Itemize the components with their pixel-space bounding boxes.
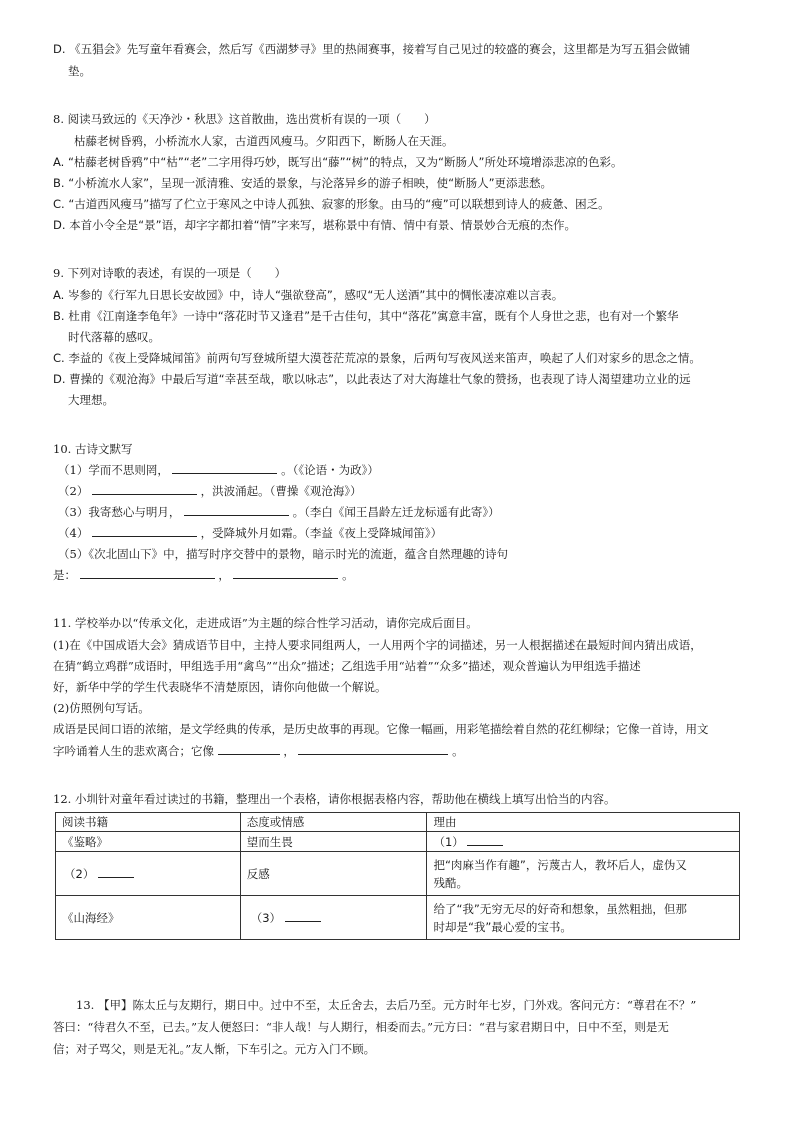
table-header-row	[56, 813, 740, 832]
q11-p1-line1: (1)在《中国成语大会》猜成语节目中，主持人要求同组两人，一人用两个字的词描述，另一人根据描述在最短时间内猜出成语，	[53, 638, 702, 652]
q9-option-d-line2: 大理想。	[68, 393, 114, 407]
table-cell-attitude: 望而生畏	[240, 832, 427, 852]
q12-stem: 12. 小圳针对童年看过读过的书籍，整理出一个表格，请你根据表格内容，帮助他在横线上填写出恰当的内容。	[53, 792, 616, 806]
q10-item2-blank[interactable]	[92, 482, 197, 495]
table-cell-reason	[427, 852, 740, 896]
table-cell-reason-line1: 把“肉麻当作有趣”，污蔑古人，教坏后人，虚伪又	[433, 857, 687, 872]
table-row	[56, 896, 740, 940]
q10-item5-line1: （5）《次北固山下》中，描写时序交替中的景物，暗示时光的流逝，蕴含自然理趣的诗句	[58, 547, 509, 561]
q9-option-a: A. 岑参的《行军九日思长安故园》中，诗人“强欲登高”，感叹“无人送酒”其中的惆怅凄凉难以言表。	[53, 288, 564, 302]
q9-option-b-line1: B. 杜甫《江南逢李龟年》一诗中“落花时节又逢君”是千古佳句，其中“落花”寓意丰富，既有个人身世之悲，也有对一个繁华	[53, 309, 679, 323]
q7-option-d-line2: 垫。	[68, 64, 91, 78]
q10-item4-text-b: ，受降城外月如霜。（李益《夜上受降城闻笛》）	[200, 526, 443, 540]
table-cell-book: 《鉴略》	[56, 832, 241, 852]
q8-poem: 枯藤老树昏鸦，小桥流水人家，古道西风瘦马。夕阳西下，断肠人在天涯。	[74, 134, 454, 148]
q12-blank-2[interactable]	[98, 865, 134, 878]
reading-table	[55, 812, 740, 940]
q10-item5-text-c: 。	[342, 568, 354, 582]
q10-stem: 10. 古诗文默写	[53, 442, 133, 456]
q10-item5-line2	[53, 566, 354, 584]
q10-item1-text-a: （1）学而不思则罔，	[58, 463, 169, 477]
q8-option-b: B. “小桥流水人家”，呈现一派清雅、安适的景象，与沦落异乡的游子相映，使“断肠人”更添悲愁。	[53, 176, 553, 190]
table-header-reason: 理由	[427, 813, 740, 832]
q10-item1-text-b: 。（《论语・为政》）	[281, 463, 379, 477]
q10-item5-text-a: 是：	[53, 568, 76, 582]
q12-blank-3[interactable]	[285, 909, 321, 922]
table-cell-reason-line1: 给了“我”无穷无尽的好奇和想象，虽然粗拙，但那	[433, 901, 687, 916]
table-row	[56, 832, 740, 852]
q11-p2-line1: 成语是民间口语的浓缩，是文学经典的传承，是历史故事的再现。它像一幅画，用彩笔描绘着自然的花红柳绿；它像一首诗，用文	[53, 722, 709, 736]
q8-option-a: A. “枯藤老树昏鸦”中“枯”“老”二字用得巧妙，既写出“藤”“树”的特点，又为“断肠人”所处环境增添悲凉的色彩。	[53, 155, 623, 169]
table-cell-book-label: （2）	[64, 866, 95, 881]
q9-stem: 9. 下列对诗歌的表述，有误的一项是（ ）	[53, 266, 287, 280]
q10-item1-blank[interactable]	[172, 461, 277, 474]
q11-blank-1[interactable]	[218, 742, 280, 755]
table-cell-reason	[427, 896, 740, 940]
q13-line1: 13. 【甲】陈太丘与友期行，期日中。过中不至，太丘舍去，去后乃至。元方时年七岁，门外戏。客问元方：“尊君在不？”	[76, 998, 697, 1012]
q10-item4-blank[interactable]	[92, 524, 197, 537]
table-cell-attitude	[240, 896, 427, 940]
q10-item3-text-a: （3）我寄愁心与明月，	[58, 505, 181, 519]
q9-option-d-line1: D. 曹操的《观沧海》中最后写道“幸甚至哉，歌以咏志”，以此表达了对大海雄壮气象的赞扬，也表现了诗人渴望建功立业的远	[53, 372, 691, 386]
q10-item3	[58, 503, 500, 521]
q10-item5-blank-2[interactable]	[233, 566, 338, 579]
q10-item1	[58, 461, 379, 479]
table-cell-attitude-label: （3）	[250, 910, 282, 925]
table-cell-reason	[427, 832, 740, 852]
q13-line3: 信；对子骂父，则是无礼。”友人惭，下车引之。元方入门不顾。	[53, 1042, 376, 1056]
q10-item3-text-b: 。（李白《闻王昌龄左迁龙标遥有此寄》）	[292, 505, 500, 519]
q8-option-c: C. “古道西风瘦马”描写了伫立于寒风之中诗人孤独、寂寥的形象。由马的“瘦”可以联想到诗人的疲惫、困乏。	[53, 197, 610, 211]
q7-option-d-line1: D. 《五猖会》先写童年看赛会，然后写《西湖梦寻》里的热闹赛事，接着写自己见过的较盛的赛会，这里都是为写五猖会做铺	[53, 42, 691, 56]
q11-blank-2[interactable]	[298, 742, 448, 755]
q8-stem: 8. 阅读马致远的《天净沙・秋思》这首散曲，选出赏析有误的一项（ ）	[53, 112, 436, 126]
table-row	[56, 852, 740, 896]
q10-item5-blank-1[interactable]	[80, 566, 215, 579]
table-cell-book	[56, 852, 241, 896]
q11-p2-text-c: 。	[452, 744, 464, 758]
q10-item2	[58, 482, 362, 500]
q10-item2-text-a: （2）	[58, 484, 89, 498]
q11-p2-line2	[53, 742, 464, 760]
table-cell-reason-line2: 残酷。	[433, 875, 468, 890]
table-cell-attitude: 反感	[240, 852, 427, 896]
q10-item3-blank[interactable]	[184, 503, 289, 516]
table-cell-reason-label: （1）	[433, 834, 464, 849]
table-cell-reason-line2: 时却是“我”最心爱的宝书。	[433, 919, 572, 934]
q10-item5-text-b: ，	[218, 568, 230, 582]
table-header-book: 阅读书籍	[56, 813, 241, 832]
table-cell-book: 《山海经》	[56, 896, 241, 940]
q12-blank-1[interactable]	[467, 833, 503, 846]
q11-p2-text-b: ，	[283, 744, 295, 758]
q8-option-d: D. 本首小令全是“景”语，却字字都扣着“情”字来写，堪称景中有情、情中有景、情景妙合无痕的杰作。	[53, 218, 576, 232]
table-header-attitude: 态度或情感	[240, 813, 427, 832]
q13-line2: 答曰：“待君久不至，已去。”友人便怒曰：“非人哉！与人期行，相委而去。”元方曰：“君与家君期日中，日中不至，则是无	[53, 1020, 669, 1034]
q11-p1-line2: 在猜“鹤立鸡群”成语时，甲组选手用“禽鸟”“出众”描述；乙组选手用“站着”“众多”描述，观众普遍认为甲组选手描述	[53, 659, 641, 673]
q10-item4-text-a: （4）	[58, 526, 89, 540]
q9-option-c: C. 李益的《夜上受降城闻笛》前两句写登城所望大漠苍茫荒凉的景象，后两句写夜风送来笛声，唤起了人们对家乡的思念之情。	[53, 351, 701, 365]
q9-option-b-line2: 时代落幕的感叹。	[68, 330, 160, 344]
q11-p2-text-a: 字吟诵着人生的悲欢离合；它像	[53, 744, 214, 758]
q10-item2-text-b: ，洪波涌起。（曹操《观沧海》）	[200, 484, 362, 498]
q11-p1-line3: 好，新华中学的学生代表晓华不清楚原因，请你向他做一个解说。	[53, 680, 387, 694]
q11-stem: 11. 学校举办以“传承文化，走进成语”为主题的综合性学习活动，请你完成后面目。	[53, 616, 478, 630]
q10-item4	[58, 524, 442, 542]
q11-p2: (2)仿照例句写话。	[53, 701, 150, 715]
